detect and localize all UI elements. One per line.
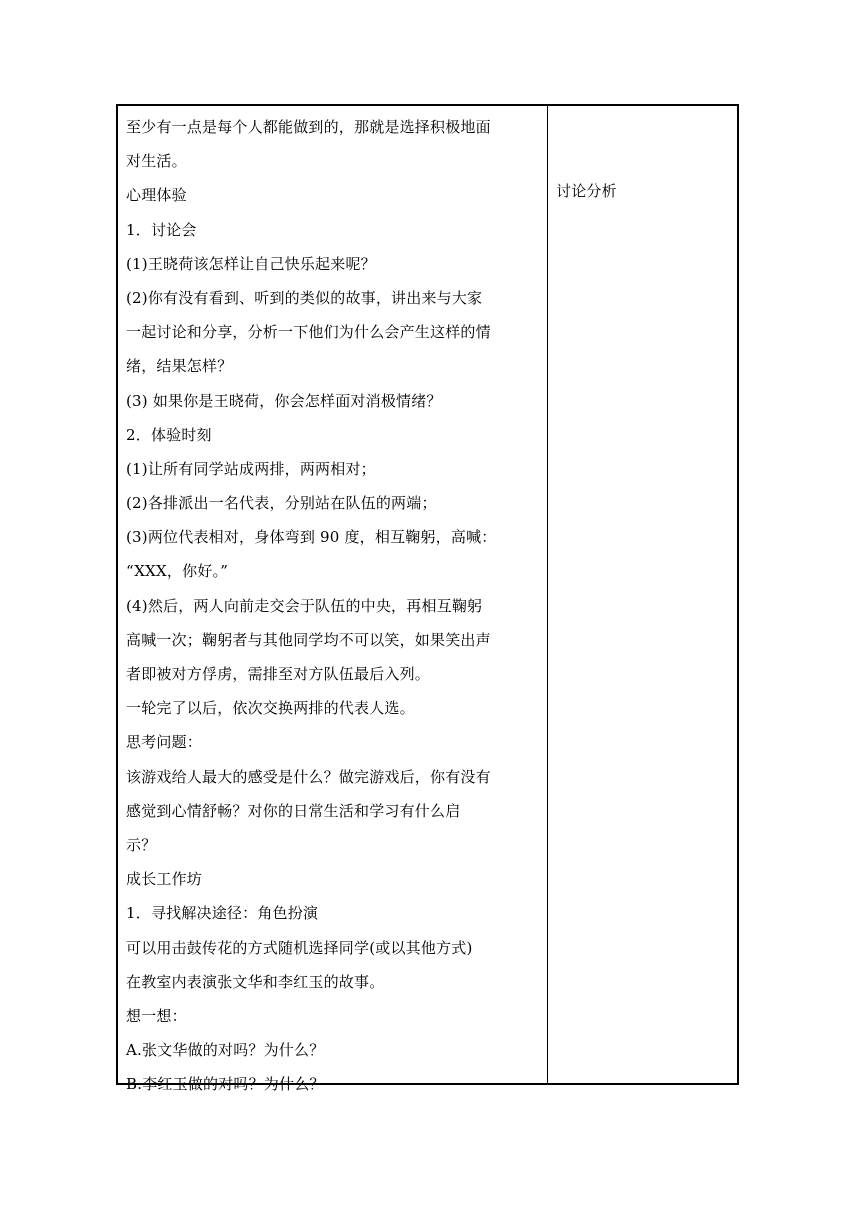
discussion-analysis-label: 讨论分析 [556, 182, 617, 200]
content-line: (3) 如果你是王晓荷，你会怎样面对消极情绪？ [126, 391, 442, 410]
content-line: B.李红玉做的对吗？为什么？ [126, 1075, 325, 1094]
section-heading: 成长工作坊 [126, 870, 203, 889]
content-line: 对生活。 [126, 152, 187, 171]
content-line: 高喊一次；鞠躬者与其他同学均不可以笑，如果笑出声 [126, 630, 491, 649]
content-line: 示？ [126, 835, 157, 854]
activity-content-column [118, 106, 548, 1094]
content-line: 1．寻找解决途径：角色扮演 [126, 904, 319, 923]
content-line: (1)王晓荷该怎样让自己快乐起来呢？ [126, 254, 376, 273]
design-intent-column [548, 106, 737, 1083]
column-spacer [556, 106, 737, 174]
content-line: 在教室内表演张文华和李红玉的故事。 [126, 972, 385, 991]
content-line: “XXX，你好。” [126, 562, 229, 581]
lesson-table [116, 104, 739, 1094]
content-line: (4)然后，两人向前走交会于队伍的中央，再相互鞠躬 [126, 596, 483, 615]
content-line: 想一想： [126, 1006, 187, 1025]
content-line: 1．讨论会 [126, 220, 197, 239]
content-line: 者即被对方俘虏，需排至对方队伍最后入列。 [126, 665, 431, 683]
content-line: (2)各排派出一名代表，分别站在队伍的两端； [126, 494, 437, 513]
section-heading: 心理体验 [126, 186, 187, 205]
content-line: 该游戏给人最大的感受是什么？做完游戏后，你有没有 [126, 767, 491, 786]
content-line: 绪，结果怎样？ [126, 357, 233, 376]
content-line: (2)你有没有看到、听到的类似的故事，讲出来与大家 [126, 288, 483, 307]
content-line: 2．体验时刻 [126, 425, 212, 444]
content-line: 可以用击鼓传花的方式随机选择同学(或以其他方式) [126, 938, 473, 957]
content-line: (1)让所有同学站成两排，两两相对； [126, 459, 376, 478]
content-line: 一起讨论和分享，分析一下他们为什么会产生这样的情 [126, 323, 491, 342]
content-line: 思考问题： [126, 733, 203, 752]
content-line: 一轮完了以后，依次交换两排的代表人选。 [126, 699, 415, 718]
content-line: A.张文华做的对吗？为什么？ [126, 1041, 325, 1060]
content-line: (3)两位代表相对，身体弯到 90 度，相互鞠躬，高喊： [126, 528, 497, 547]
content-line: 感觉到心情舒畅？对你的日常生活和学习有什么启 [126, 801, 461, 820]
content-line: 至少有一点是每个人都能做到的，那就是选择积极地面 [126, 118, 491, 136]
